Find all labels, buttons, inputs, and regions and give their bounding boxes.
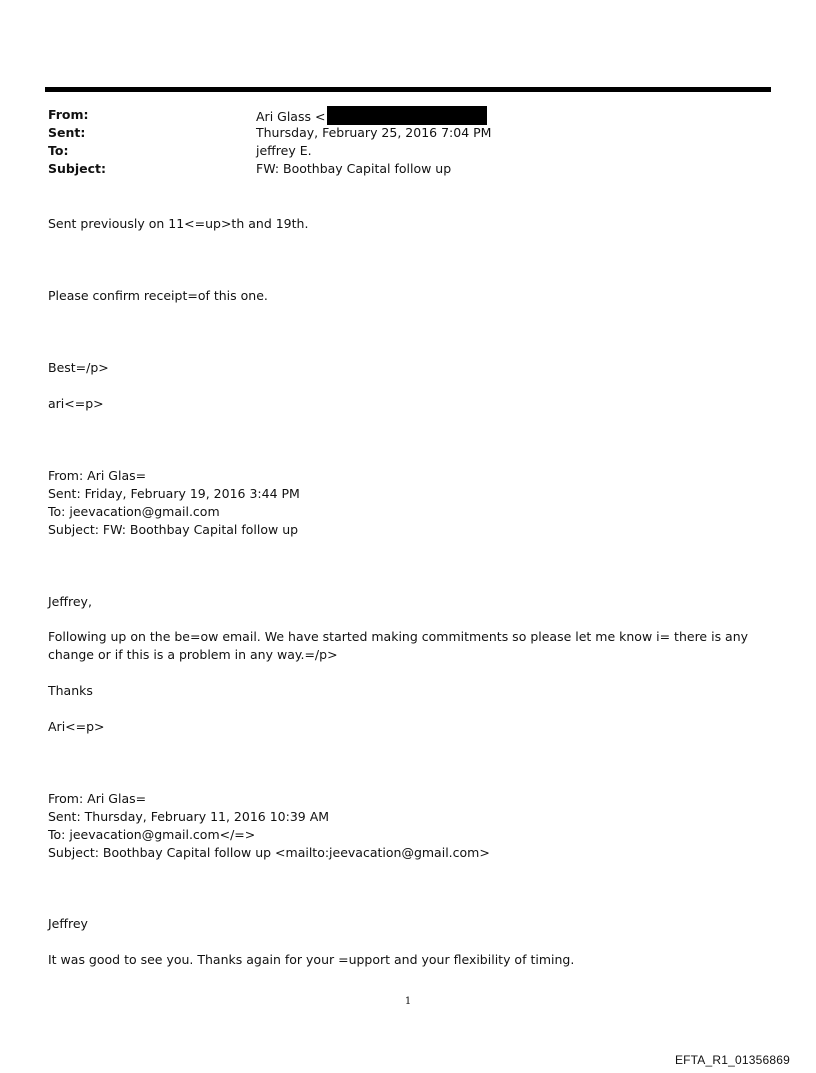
- fw1-to: To: jeevacation@gmail.com: [48, 504, 220, 519]
- from-label: From:: [48, 107, 89, 122]
- fw2-paragraph: It was good to see you. Thanks again for your =upport and your flexibility of timing.: [48, 952, 575, 967]
- fw2-subject: Subject: Boothbay Capital follow up <mailto:jeevacation@gmail.com>: [48, 845, 490, 860]
- fw2-from: From: Ari Glas=: [48, 791, 147, 806]
- to-label: To:: [48, 143, 69, 158]
- from-name: Ari Glass <: [256, 109, 326, 124]
- to-value: jeffrey E.: [256, 143, 312, 158]
- header-rule: [45, 87, 771, 92]
- redaction-block: [327, 106, 487, 125]
- fw1-sent: Sent: Friday, February 19, 2016 3:44 PM: [48, 486, 300, 501]
- fw2-salutation: Jeffrey: [48, 916, 88, 931]
- fw1-from: From: Ari Glas=: [48, 468, 147, 483]
- fw1-paragraph: Following up on the be=ow email. We have started making commitments so please let me know i= there is any change or if this is a problem in any way.=/p>: [48, 629, 749, 662]
- from-value: [256, 106, 487, 126]
- fw2-sent: Sent: Thursday, February 11, 2016 10:39 AM: [48, 809, 330, 824]
- document-id: EFTA_R1_01356869: [674, 1053, 790, 1067]
- body-line-best: Best=/p>: [48, 360, 109, 375]
- fw1-salutation: Jeffrey,: [48, 594, 92, 609]
- page-number: 1: [404, 996, 412, 1007]
- fw1-subject: Subject: FW: Boothbay Capital follow up: [48, 522, 299, 537]
- fw1-signature: Ari<=p>: [48, 719, 105, 734]
- sent-label: Sent:: [48, 125, 86, 140]
- sent-value: Thursday, February 25, 2016 7:04 PM: [256, 125, 492, 140]
- subject-value: FW: Boothbay Capital follow up: [256, 161, 452, 176]
- fw2-to: To: jeevacation@gmail.com</=>: [48, 827, 256, 842]
- body-line-confirm-receipt: Please confirm receipt=of this one.: [48, 288, 268, 303]
- fw1-thanks: Thanks: [48, 683, 93, 698]
- body-line-signature: ari<=p>: [48, 396, 104, 411]
- body-line-sent-previously: Sent previously on 11<=up>th and 19th.: [48, 216, 309, 231]
- subject-label: Subject:: [48, 161, 106, 176]
